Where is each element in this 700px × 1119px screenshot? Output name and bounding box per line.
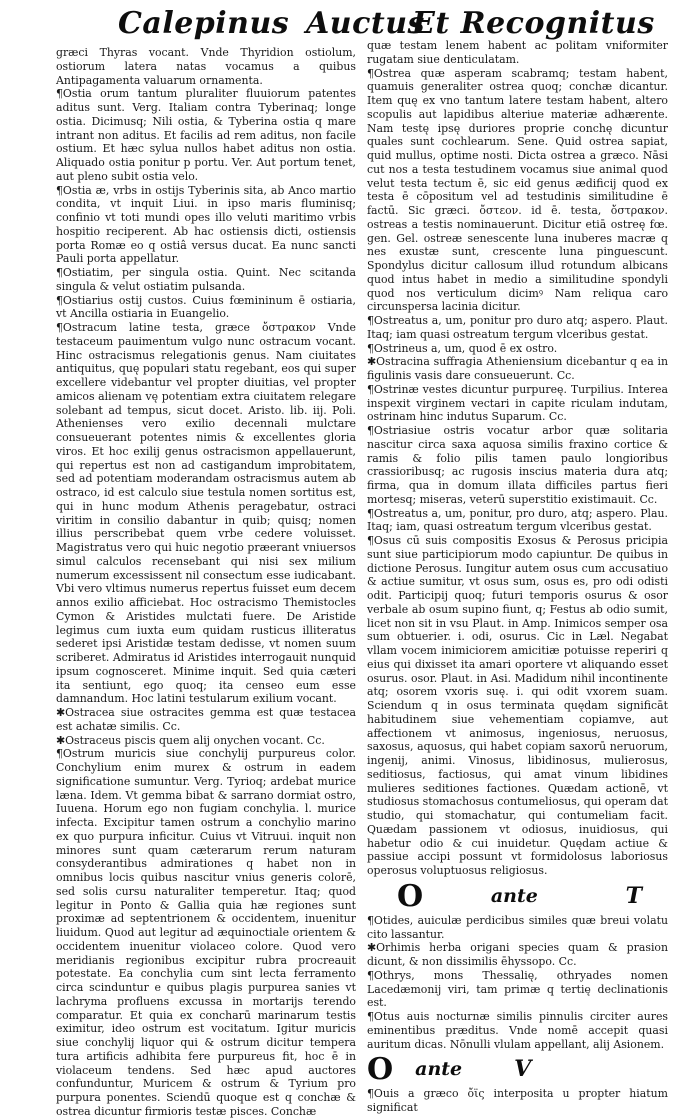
section-initial: O: [397, 878, 424, 914]
entry-ostrea: ¶Ostrea quæ asperam scabramq; testam habent, quamuis generaliter ostrea quoq; conchæ dicantur. Item quę ex vno tantum latere testam habent, altero scopulis aut lapidibus alteriue materiæ adhærente. Nam testę ipsę duriores proprie conchę dicuntur quales sunt cochlearum. Sene. Quid ostrea sapiat, quid mullus, optime nosti. Dicta ostrea a græco. Nāsi cut nos a testa testudinem vocamus siue animal quod velut testa tectum ē, sic eid genus ædificij quod ex testa ē cōpositum vel ad testudinis similitudine ē factū. Sic græci. ὄστεον. id ē. testa, ὄστρακον. ostreas a testis nominauerunt. Dicitur etiā ostreę fœ. gen. Gel. ostreæ senescente luna inuberes macræ q nes exustæ sunt, crescente luna pinguescunt. Spondylus dicitur callosum illud rotundum albicans quod intus habet in medio a similitudine spondyli quod nos verticulum dicimꝰ Nam reliqua caro circunspersa lacinia dicitur.: [367, 66, 668, 314]
entry-ostracea: ✱Ostracea siue ostracites gemma est quæ testacea est achatæ similis. Cc.: [56, 706, 356, 733]
entry-ostraceus: ✱Ostraceus piscis quem alij onychen vocant. Cc.: [56, 733, 325, 747]
entry-ostrias: ¶Ostriasiue ostris vocatur arbor quæ solitaria nascitur circa saxa aquosa similis fraxino cortice & ramis & folio pilis tamen paulo longioribus crassioribusq; ac rugosis inscius materia dura atq; firma, qua in domum illata difficiles partus fieri mortesq; miseras, veterū superstitio existimauit. Cc.: [367, 424, 668, 506]
section-word: ante: [415, 1058, 463, 1081]
entry-otus: ¶Otus auis nocturnæ similis pinnulis circiter aures eminentibus præditus. Vnde nomē accepit quasi auritum dicas. Nōnulli vlulam appellant, alij Asionem.: [367, 1010, 668, 1051]
header-et-recognitus: Et Recognitus: [412, 6, 655, 41]
entry-ouis: ¶Ouis a græco ὄϊς interposita u propter hiatum significat: [367, 1087, 668, 1114]
entry-ostia-urbs: ¶Ostia æ, vrbs in ostijs Tyberinis sita, ab Anco martio condita, vt inquit Liui. in ipso maris fluminisq; confinio vt toti mundi opes illo veluti maritimo vrbis hospitio reciperent. Ab hac ostiensis dicti, ostiensis porta Romæ eo q ostiâ versus ducat. Ea nunc sancti Pauli porta appellatur.: [56, 183, 356, 266]
left-column: [56, 46, 356, 1119]
entry-ostrinae: ¶Ostrinæ vestes dicuntur purpureę. Turpilius. Interea inspexit virginem vectari in capite riculam indutam, ostrinam hinc indutus Suparum. Cc.: [367, 382, 668, 424]
section-letter: V: [514, 1056, 532, 1083]
entry-othrys: ¶Othrys, mons Thessalię, othryades nomen Lacedæmonij viri, tam primæ q tertię declinationis est.: [367, 968, 668, 1010]
section-initial: O: [367, 1052, 394, 1088]
running-header: [0, 4, 700, 44]
entry-ostreatus-2: ¶Ostreatus a, um, ponitur, pro duro, atq; aspero. Plau. Itaq; iam, quasi ostreatum tergum vlceribus gestat.: [367, 506, 668, 534]
section-letter: T: [625, 882, 642, 909]
entry-ostrineus: ¶Ostrineus a, um, quod ē ex ostro.: [367, 341, 558, 355]
entry-orhimis: ✱Orhimis herba origani species quam & prasion dicunt, & non dissimilis ēhyssopo. Cc.: [367, 941, 668, 968]
entry-ostrum: ¶Ostrum muricis siue conchylij purpureus color. Conchylium enim murex & ostrum in eadem significatione sumuntur. Verg. Tyrioq; ardebat murice læna. Idem. Vt gemma bibat & sarrano dormiat ostro, Iuuena. Horum ego non fugiam conchylia. l. murice infecta. Excipitur tamen ostrum a conchylio marino ex quo purpura inficitur. Cuius vt Vitruui. inquit non minores sunt quam cæterarum rerum naturam consyderantibus admirationes q habet non in omnibus locis quibus nascitur vnius generis colorē, sed solis cursu naturaliter temperetur. Itaq; quod legitur in Ponto & Gallia quia hæ regiones sunt proximæ ad septentrionem & occidentem, inuenitur liuidum. Quod aut legitur ad æquinoctiale orientem & occidentem inuenitur violaceo colore. Quod vero meridianis regionibus excipitur rubra procreauit potestate. Ea conchylia cum sint lecta ferramento circa scinduntur e quibus plagis purpurea sanies vt lachryma profluens excussa in mortarijs terendo comparatur. Et quia ex concharū marinarum testis eximitur, ideo ostrum est vocitatum. Igitur muricis siue conchylij liquor qui & ostrum dicitur tempera tura artificis adhibita fere purpureus fit, hoc ē in violaceum tendens. Sed hæc apud auctores confunduntur, Muricem & ostrum & Tyrium pro purpura ponentes. Sciendū quoque est q conchæ & ostrea dicuntur firmioris testæ pisces. Conchæ: [56, 747, 356, 1118]
right-column: [367, 39, 668, 1115]
header-auctus: Auctus: [306, 6, 425, 41]
entry-ostiatim: ¶Ostiatim, per singula ostia. Quint. Nec scitanda singula & velut ostiatim pulsanda.: [56, 266, 356, 293]
entry-ostreatus: ¶Ostreatus a, um, ponitur pro duro atq; aspero. Plaut. Itaq; iam quasi ostreatum tergum vlceribus gestat.: [367, 314, 668, 341]
header-calepinus: Calepinus: [118, 6, 290, 41]
entry-osus: ¶Osus cū suis compositis Exosus & Perosus pricipia sunt siue participiorum modo capiuntur. De quibus in dictione Perosus. Iungitur autem osus cum accusatiuo & actiue sumitur, vt osus sum, osus es, pro odi odisti odit. Participij quoq; futuri temporis osurus & osor verbale ab osum supino fiunt, q; Festus ab odio sumit, licet non sit in vsu Plaut. in Amp. Inimicos semper osa sum obtuerier. i. odi, osurus. Cic in Læl. Negabat vllam vocem inimiciorem amicitiæ potuisse reperiri q eius qui dixisset ita amari oportere vt aliquando esset osurus. osor. Plaut. in Asi. Madidum nihil incontinente atq; osorem vxoris suę. i. qui odit vxorem suam. Sciendum q in osus terminata quędam significāt habitudinem siue vehementiam copiamve, aut affectionem vt animosus, ingeniosus, neruosus, saxosus, aquosus, qui habet copiam saxorū neruorum, ingenij, animi. Vinosus, libidinosus, mulierosus, seditiosus, factiosus, qui amat vinum libidines mulieres seditiones factiones. Quædam actionē, vt studiosus stomachosus contumeliosus, qui operam dat studio, qui stomachatur, qui contumeliam facit. Quædam passionem vt odiosus, inuidiosus, qui habetur odio & cui inuidetur. Quędam actiue & passiue accipi possunt vt formidolosus laboriosus operosus voluptuosus religiosus.: [367, 534, 669, 877]
entry-ostracina: ✱Ostracina suffragia Atheniensium dicebantur q ea in figulinis vasis dare consueuerunt. Cc.: [367, 355, 668, 382]
entry-thyras: græci Thyras vocant. Vnde Thyridion ostiolum, ostiorum latera natas vocamus a quibus Antipagamenta valuarum ornamenta.: [56, 46, 356, 87]
section-heading-o-ante-v: [367, 1052, 668, 1088]
entry-conchae-cont: quæ testam lenem habent ac politam vniformiter rugatam siue denticulatam.: [367, 39, 668, 66]
section-heading-o-ante-t: [367, 878, 668, 914]
entry-ostiarius: ¶Ostiarius ostij custos. Cuius fœmininum ē ostiaria, vt Ancilla ostiaria in Euangelio.: [56, 293, 356, 321]
entry-otides: ¶Otides, auiculæ perdicibus similes quæ breui volatu cito lassantur.: [367, 913, 668, 941]
entry-ostia: ¶Ostia orum tantum pluraliter fluuiorum patentes aditus sunt. Verg. Italiam contra Tyberinaq; longe ostia. Dicimusq; Nili ostia, & Tyberina ostia q mare intrant non aditus. Et facilis ad rem aditus, non facile ostium. Et hæc sylua nullos habet aditus non ostia. Aliquado ostia ponitur p portu. Ver. Aut portum tenet, aut pleno subit ostia velo.: [56, 87, 356, 183]
section-word: ante: [490, 884, 538, 907]
entry-ostracum: ¶Ostracum latine testa, græce ὄστρακον Vnde testaceum pauimentum vulgo nunc ostracum vocant. Hinc ostracismus relegationis genus. Nam ciuitates antiquitus, quę populari statu regebant, eos qui super excellere videbantur vel propter diuitias, vel propter amicos alienam vę potentiam extra ciuitatem relegare solebant ad tempus, sicut docet. Aristo. lib. iij. Poli. Athenienses vero exilio decennali mulctare consueuerant potentes nimis & excellentes gloria viros. Et hoc exilij genus ostracismon appellauerunt, qui repertus est non ad castigandum improbitatem, sed ad potentiam moderandam ostracismus autem ab ostraco, id est calculo siue testula nomen sortitus est, qui in hunc modum Athenis peragebatur, ostraci viritim in consilio dabantur in quib; quisq; nomen illius perscribebat quem vrbe cedere voluisset. Magistratus vero qui huic negotio præerant vniuersos simul calculos recensebant qui nisi sex milium numerum excessissent nil consectum esse iudicabant. Vbi vero vltimus numerus repertus fuisset eum decem annos exilio afficiebat. Hoc ostracismo Themistocles Cymon & Aristides mulctati fuere. De Aristide legimus cum iuxta eum quidam rusticus illiteratus sederet ipsi Aristidæ testam dedisse, vt nomen suum scriberet. Admiratus id Aristides interrogauit nunquid ipsum cognosceret. Minime inquit. Sed quia cæteri ita sentiunt, ego quoq; ita censeo eum esse damnandum. Hoc latini testularum exilium vocant.: [56, 321, 356, 706]
